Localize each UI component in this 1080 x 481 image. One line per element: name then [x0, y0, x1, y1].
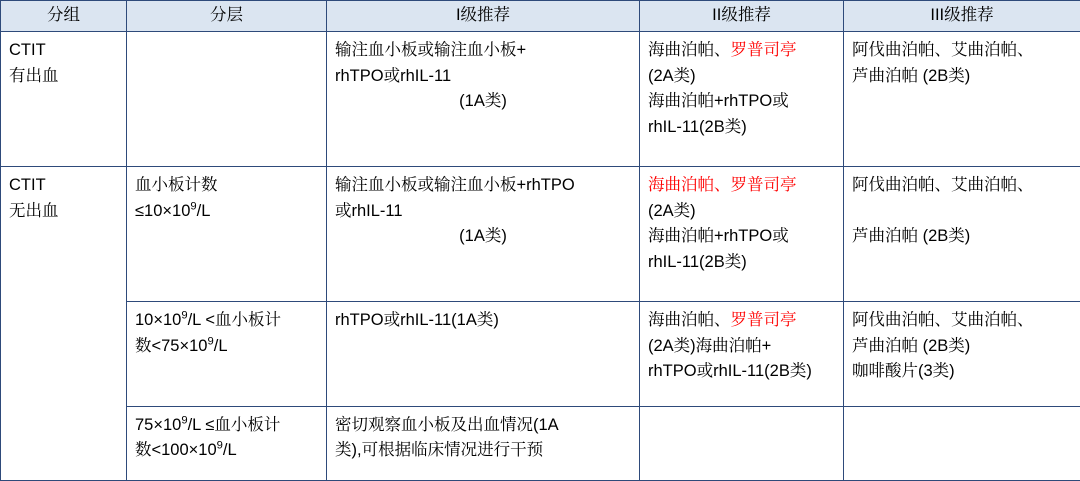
group-cell	[1, 167, 127, 481]
level1-recommendation-cell	[327, 167, 640, 302]
level1-line: (1A类)	[459, 227, 507, 246]
text-run: (2A类)	[648, 201, 696, 220]
table-body	[1, 32, 1080, 481]
level1-line: 输注血小板或输注血小板+	[335, 41, 527, 59]
level1-recommendation-cell	[327, 32, 640, 167]
level3-line: 咖啡酸片(3类)	[852, 362, 955, 381]
level1-line: 输注血小板或输注血小板+rhTPO	[335, 176, 575, 195]
level1-recommendation-cell	[327, 406, 640, 480]
level2-recommendation-cell	[640, 167, 844, 302]
level2-line	[648, 308, 835, 334]
level3-line: 芦曲泊帕 (2B类)	[852, 227, 971, 246]
level1-line: 类),可根据临床情况进行干预	[335, 441, 544, 460]
level1-line: 密切观察血小板及出血情况(1A	[335, 415, 559, 434]
text-run: 海曲泊帕、	[648, 41, 731, 59]
strata-cell	[127, 167, 327, 302]
text-run: rhTPO或rhIL-11(2B类)	[648, 362, 812, 381]
level2-line	[648, 359, 835, 385]
column-header-level3: III级推荐	[844, 1, 1080, 32]
strata-line: $\le 10\times 10^9/L$	[135, 200, 211, 220]
level3-recommendation-cell	[844, 32, 1080, 167]
highlighted-drug: 罗普司亭	[730, 311, 797, 330]
level2-line	[648, 115, 835, 141]
level3-line: 芦曲泊帕 (2B类)	[852, 66, 971, 85]
highlighted-drug: 海曲泊帕、罗普司亭	[648, 176, 797, 195]
level2-line	[648, 89, 835, 115]
level1-line: rhTPO或rhIL-11	[335, 66, 452, 85]
text-run: 海曲泊帕+rhTPO或	[648, 227, 789, 246]
level2-recommendation-cell	[640, 32, 844, 167]
level3-recommendation-cell	[844, 167, 1080, 302]
text-run: 海曲泊帕+rhTPO或	[648, 92, 789, 111]
table-header-row	[1, 1, 1080, 32]
column-header-strata: 分层	[127, 1, 327, 32]
text-run: (2A类)	[648, 66, 696, 85]
strata-cell	[127, 406, 327, 480]
level2-recommendation-cell	[640, 302, 844, 407]
text-run: rhIL-11(2B类)	[648, 117, 747, 136]
table-row	[1, 302, 1080, 407]
strata-line: $10\times 10^9/L$ <血小板计	[135, 309, 281, 330]
level3-line: 芦曲泊帕 (2B类)	[852, 336, 971, 355]
group-line: 无出血	[9, 201, 59, 220]
level2-line	[648, 64, 835, 90]
level3-line	[852, 199, 1072, 225]
strata-line: 数$<75\times 10^9/L$	[135, 335, 228, 355]
level2-recommendation-cell	[640, 406, 844, 480]
text-run: rhIL-11(2B类)	[648, 252, 747, 271]
group-cell	[1, 32, 127, 167]
strata-cell	[127, 302, 327, 407]
level2-line	[648, 38, 835, 64]
level3-line: 阿伐曲泊帕、艾曲泊帕、	[852, 311, 1034, 330]
level3-recommendation-cell	[844, 406, 1080, 480]
level2-line	[648, 334, 835, 360]
level3-line: 阿伐曲泊帕、艾曲泊帕、	[852, 176, 1034, 195]
table-row	[1, 32, 1080, 167]
strata-cell	[127, 32, 327, 167]
level1-line: rhTPO或rhIL-11(1A类)	[335, 311, 499, 330]
group-line: CTIT	[9, 41, 46, 59]
level2-line	[648, 250, 835, 276]
level1-line: (1A类)	[459, 92, 507, 111]
level1-line: 或rhIL-11	[335, 201, 403, 220]
text-run: (2A类)海曲泊帕+	[648, 336, 772, 355]
column-header-level2: II级推荐	[640, 1, 844, 32]
level1-recommendation-cell	[327, 302, 640, 407]
column-header-level1: I级推荐	[327, 1, 640, 32]
level3-recommendation-cell	[844, 302, 1080, 407]
highlighted-drug: 罗普司亭	[730, 41, 797, 59]
level2-line	[648, 199, 835, 225]
table-row	[1, 406, 1080, 480]
strata-line: $75\times 10^9/L$ ≤血小板计	[135, 414, 281, 434]
column-header-group: 分组	[1, 1, 127, 32]
group-line: 有出血	[9, 66, 59, 85]
text-run: 海曲泊帕、	[648, 311, 731, 330]
table-row	[1, 167, 1080, 302]
strata-line: 数$<100\times 10^9/L$	[135, 439, 237, 460]
level3-line: 阿伐曲泊帕、艾曲泊帕、	[852, 41, 1034, 59]
level2-line	[648, 173, 835, 199]
level2-line	[648, 224, 835, 250]
group-line: CTIT	[9, 176, 46, 195]
strata-line: 血小板计数	[135, 176, 218, 195]
